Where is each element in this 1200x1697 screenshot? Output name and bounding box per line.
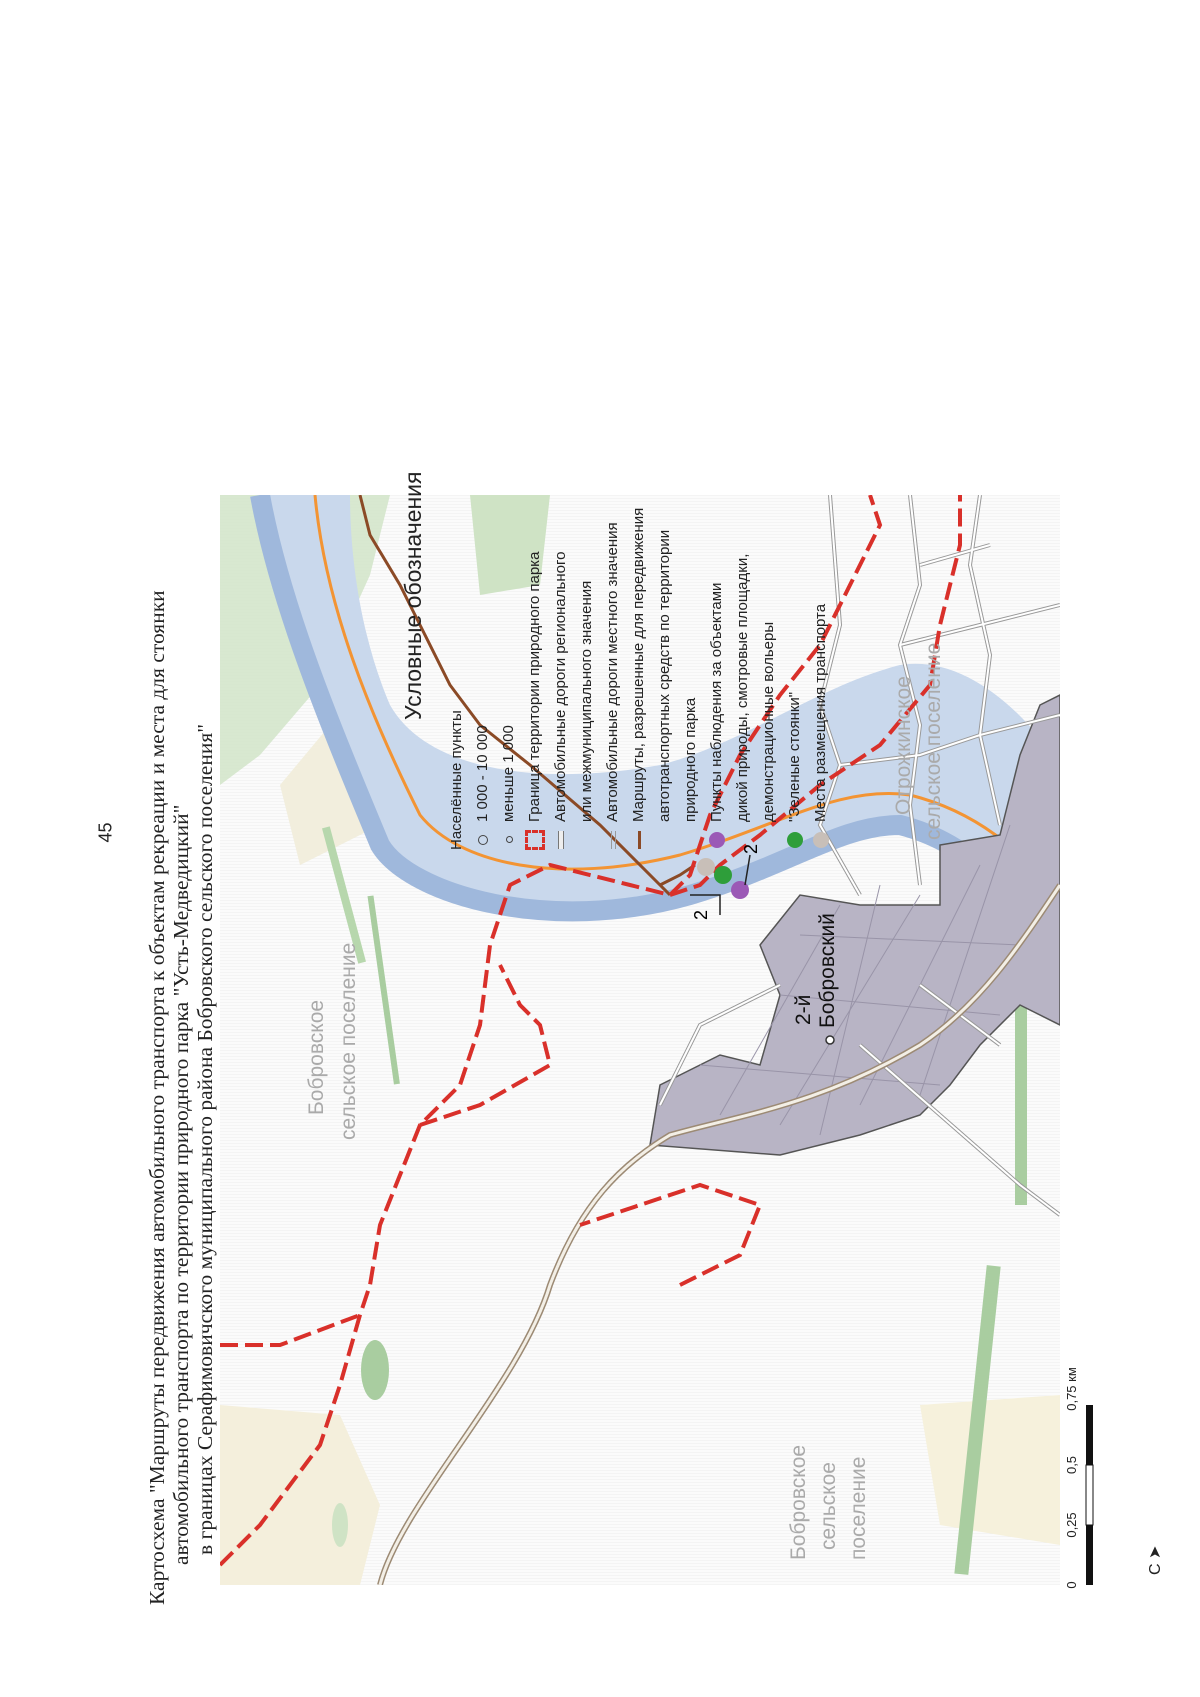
scale-bar [1064, 1345, 1112, 1589]
legend-green-parking: "Зеленые стоянки" [782, 270, 808, 850]
legend-title: Условные обозначения [400, 471, 426, 720]
tiny-circle-icon [499, 830, 519, 850]
legend-regional-roads-cont: или межмуниципального значения [578, 580, 595, 822]
scale-bar-graphic [1082, 1345, 1112, 1585]
legend-local-roads: Автомобильные дороги местного значения [600, 270, 626, 850]
map-title [145, 265, 220, 1605]
legend-observation-cont-1: дикой природы, смотровые площадки, [734, 553, 751, 822]
route-line-icon [629, 830, 649, 850]
legend-observation-cont-2: демонстрационные вольеры [760, 621, 777, 822]
point-label-b: 2 [691, 909, 711, 920]
scale-tick-0: 0 [1064, 1581, 1079, 1589]
svg-text:Бобровское: Бобровское [305, 999, 328, 1115]
legend-pop-less-1000: меньше 1 000 [496, 270, 522, 850]
north-arrow [1145, 1546, 1165, 1575]
legend-pop-1000-10000: 1 000 - 10 000 [470, 270, 496, 850]
map-sheet [145, 265, 1195, 1605]
north-label: С [1147, 1563, 1164, 1575]
meadow-patch [332, 1503, 348, 1547]
transport-place-marker[interactable] [697, 858, 715, 876]
grey-dot-icon [811, 830, 831, 850]
small-circle-icon [473, 830, 493, 850]
scale-tick-2: 0,5 [1064, 1455, 1079, 1475]
legend-regional-roads: Автомобильные дороги регионального [548, 270, 574, 850]
legend-routes-cont-1: автотранспортных средств по территории [656, 529, 673, 822]
legend-settlements-header: Населённые пункты [448, 710, 465, 850]
svg-text:2-й: 2-й [792, 994, 815, 1025]
green-parking-marker[interactable] [714, 866, 732, 884]
svg-text:Бобровское: Бобровское [787, 1444, 810, 1560]
purple-dot-icon [707, 830, 727, 850]
thin-double-line-icon [603, 830, 623, 850]
title-line-3: в границах Серафимовичского муниципального района Бобровского сельского поселения" [193, 723, 217, 1555]
legend-routes-cont-2: природного парка [682, 697, 699, 822]
point-label-a: 2 [741, 843, 761, 854]
field-area [920, 1395, 1060, 1545]
legend-observation: Пункты наблюдения за объектами [704, 270, 730, 850]
svg-text:сельское поселение: сельское поселение [922, 642, 945, 840]
dashed-square-icon [525, 830, 545, 850]
scale-tick-3: 0,75 км [1064, 1367, 1079, 1411]
region-label-bobrovskoe-left [787, 1445, 870, 1560]
green-dot-icon [785, 830, 805, 850]
title-line-2: автомобильного транспорта по территории природного парка "Усть-Медведицкий" [169, 804, 193, 1565]
settlement-marker [826, 1036, 834, 1044]
north-arrow-icon: ➤ [1147, 1545, 1164, 1559]
svg-text:Отрожкинское: Отрожкинское [892, 676, 915, 815]
legend-park-border: Граница территории природного парка [522, 270, 548, 850]
double-line-icon [551, 830, 571, 850]
observation-point-marker[interactable] [731, 881, 749, 899]
svg-text:сельское поселение: сельское поселение [337, 942, 360, 1140]
scale-tick-1: 0,25 [1064, 1512, 1079, 1538]
title-line-1: Картосхема "Маршруты передвижения автомобильного транспорта к объектам рекреации и места для стоянки [145, 590, 169, 1605]
legend [400, 270, 834, 850]
svg-text:поселение: поселение [847, 1456, 870, 1560]
legend-routes: Маршруты, разрешенные для передвижения [626, 270, 652, 850]
pond [361, 1340, 389, 1400]
svg-text:Бобровский: Бобровский [816, 913, 839, 1028]
legend-transport-places: Места размещения транспорта [808, 270, 834, 850]
svg-text:сельское: сельское [817, 1462, 840, 1550]
page-number: 45 [95, 822, 116, 843]
